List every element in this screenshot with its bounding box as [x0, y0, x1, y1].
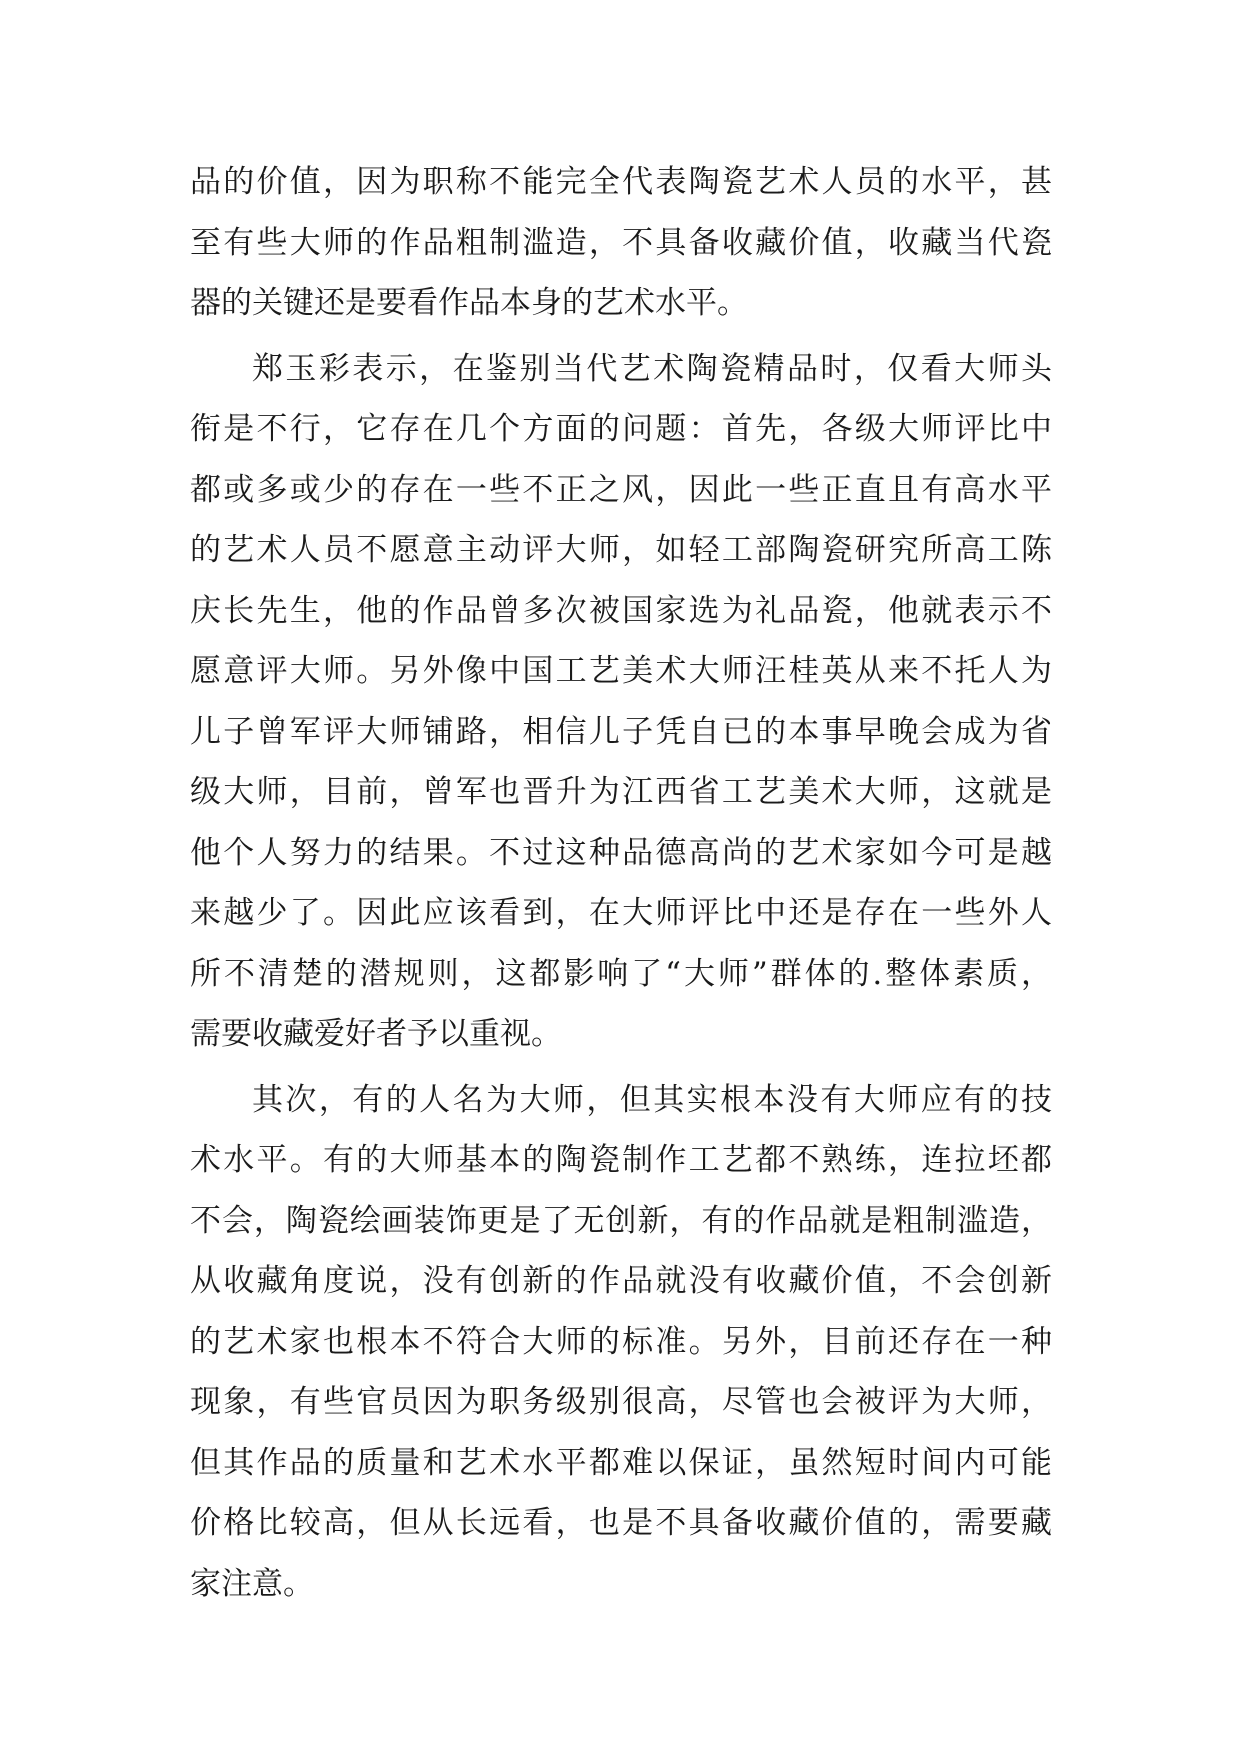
paragraph-3: [190, 1070, 1052, 1615]
text-line: 愿意评大师。另外像中国工艺美术大师汪桂英从来不托人为: [190, 653, 1052, 689]
text-line: 但其作品的质量和艺术水平都难以保证，虽然短时间内可能: [190, 1444, 1052, 1481]
text-line: 来越少了。因此应该看到，在大师评比中还是存在一些外人: [190, 895, 1052, 931]
text-line: 家注意。: [190, 1565, 314, 1602]
paragraph-1: [190, 152, 1052, 334]
text-line: 需要收藏爱好者予以重视。: [190, 1016, 562, 1052]
text-line: 器的关键还是要看作品本身的艺术水平。: [190, 285, 748, 321]
text-line: 都或多或少的存在一些不正之风，因此一些正直且有高水平: [190, 471, 1052, 508]
text-line: 的艺术家也根本不符合大师的标准。另外，目前还存在一种: [190, 1323, 1052, 1360]
text-line: 级大师，目前，曾军也晋升为江西省工艺美术大师，这就是: [190, 774, 1052, 810]
text-line: 儿子曾军评大师铺路，相信儿子凭自已的本事早晚会成为省: [190, 713, 1052, 750]
text-line: 现象，有些官员因为职务级别很高，尽管也会被评为大师，: [190, 1384, 1052, 1420]
text-line: 郑玉彩表示，在鉴别当代艺术陶瓷精品时，仅看大师头: [252, 350, 1052, 387]
text-line: 衔是不行，它存在几个方面的问题：首先，各级大师评比中: [190, 411, 1052, 447]
text-line: 庆长先生，他的作品曾多次被国家选为礼品瓷，他就表示不: [190, 592, 1052, 629]
text-line: 其次，有的人名为大师，但其实根本没有大师应有的技: [252, 1081, 1052, 1118]
document-body: [190, 152, 1052, 1614]
text-line: 从收藏角度说，没有创新的作品就没有收藏价值，不会创新: [190, 1263, 1052, 1299]
text-line: 不会，陶瓷绘画装饰更是了无创新，有的作品就是粗制滥造，: [190, 1202, 1052, 1239]
text-line: 至有些大师的作品粗制滥造，不具备收藏价值，收藏当代瓷: [190, 224, 1052, 261]
text-line: 他个人努力的结果。不过这种品德高尚的艺术家如今可是越: [190, 834, 1052, 871]
text-line: 价格比较高，但从长远看，也是不具备收藏价值的，需要藏: [190, 1505, 1052, 1541]
text-line: 的艺术人员不愿意主动评大师，如轻工部陶瓷研究所高工陈: [190, 532, 1052, 568]
text-line: 品的价值，因为职称不能完全代表陶瓷艺术人员的水平，甚: [190, 164, 1052, 200]
text-line: 术水平。有的大师基本的陶瓷制作工艺都不熟练，连拉坯都: [190, 1142, 1052, 1178]
paragraph-2: [190, 339, 1052, 1065]
text-line: 所不清楚的潜规则，这都影响了“大师”群体的.整体素质，: [190, 955, 1052, 992]
